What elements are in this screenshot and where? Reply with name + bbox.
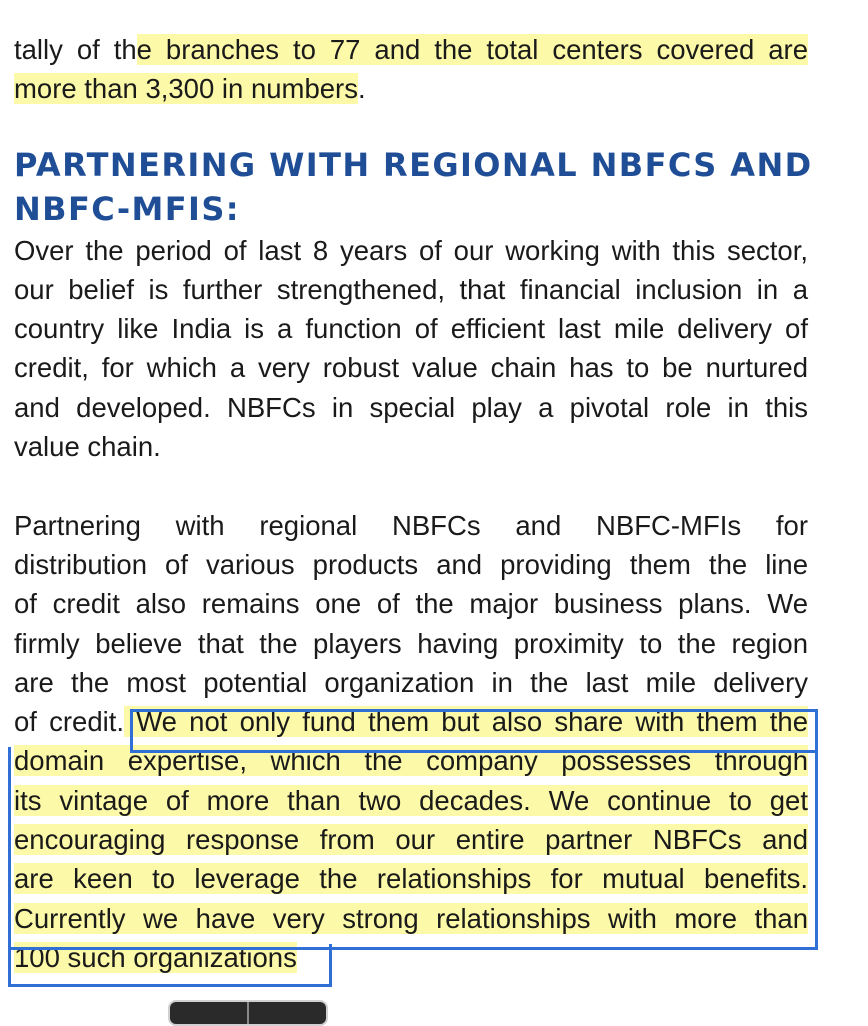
document-page (14, 30, 813, 977)
selected-highlighted-text[interactable]: its vintage of more than two decades. We continue to get (14, 784, 808, 816)
paragraph-line (14, 820, 808, 859)
selected-highlighted-text[interactable]: 100 such organizations (14, 941, 297, 973)
section-heading-line-1: PARTNERING WITH REGIONAL NBFCS AND (14, 145, 813, 184)
paragraph-line: and developed. NBFCs in special play a pivotal role in this (14, 391, 808, 423)
selected-highlighted-text[interactable]: We not only fund them but also share with them the (124, 706, 809, 738)
highlighted-text[interactable]: e branches to 77 and the total centers covered are (136, 34, 808, 65)
intro-line-1 (14, 30, 808, 69)
intro-text: tally of th (14, 34, 137, 65)
paragraph-line (14, 899, 808, 938)
toolbar-button[interactable] (170, 1002, 249, 1024)
annotation-toolbar[interactable] (168, 1000, 328, 1026)
highlighted-text[interactable]: more than 3,300 in numbers (14, 73, 358, 105)
paragraph-line: are the most potential organization in the last mile delivery (14, 666, 808, 698)
selected-highlighted-text[interactable]: Currently we have very strong relationships with more than (14, 902, 808, 934)
intro-text: . (357, 73, 366, 105)
paragraph-line: firmly believe that the players having proximity to the region (14, 627, 808, 659)
paragraph-line: our belief is further strengthened, that financial inclusion in a (14, 273, 808, 305)
selected-highlighted-text[interactable]: domain expertise, which the company possesses through (14, 745, 808, 777)
section-heading-line-2: NBFC-MFIS: (14, 189, 240, 228)
selected-highlighted-text[interactable]: encouraging response from our entire partner NBFCs and (14, 824, 808, 856)
paragraph-line (14, 938, 808, 977)
paragraph-line (14, 859, 808, 898)
paragraph-line (14, 702, 808, 741)
paragraph-line: Partnering with regional NBFCs and NBFC-MFIs for (14, 509, 808, 541)
paragraph-line: value chain. (14, 431, 161, 463)
intro-line-2 (14, 69, 808, 108)
toolbar-button[interactable] (249, 1002, 326, 1024)
paragraph-text: of credit. (14, 706, 125, 738)
paragraph-line: Over the period of last 8 years of our working with this sector, (14, 234, 808, 266)
paragraph-line (14, 741, 808, 780)
paragraph-line: country like India is a function of efficient last mile delivery of (14, 313, 808, 345)
paragraph-line (14, 781, 808, 820)
selected-highlighted-text[interactable]: are keen to leverage the relationships for mutual benefits. (14, 863, 808, 895)
paragraph-line: distribution of various products and providing them the line (14, 548, 808, 580)
paragraph-line: of credit also remains one of the major business plans. We (14, 588, 808, 620)
paragraph-line: credit, for which a very robust value chain has to be nurtured (14, 352, 808, 384)
